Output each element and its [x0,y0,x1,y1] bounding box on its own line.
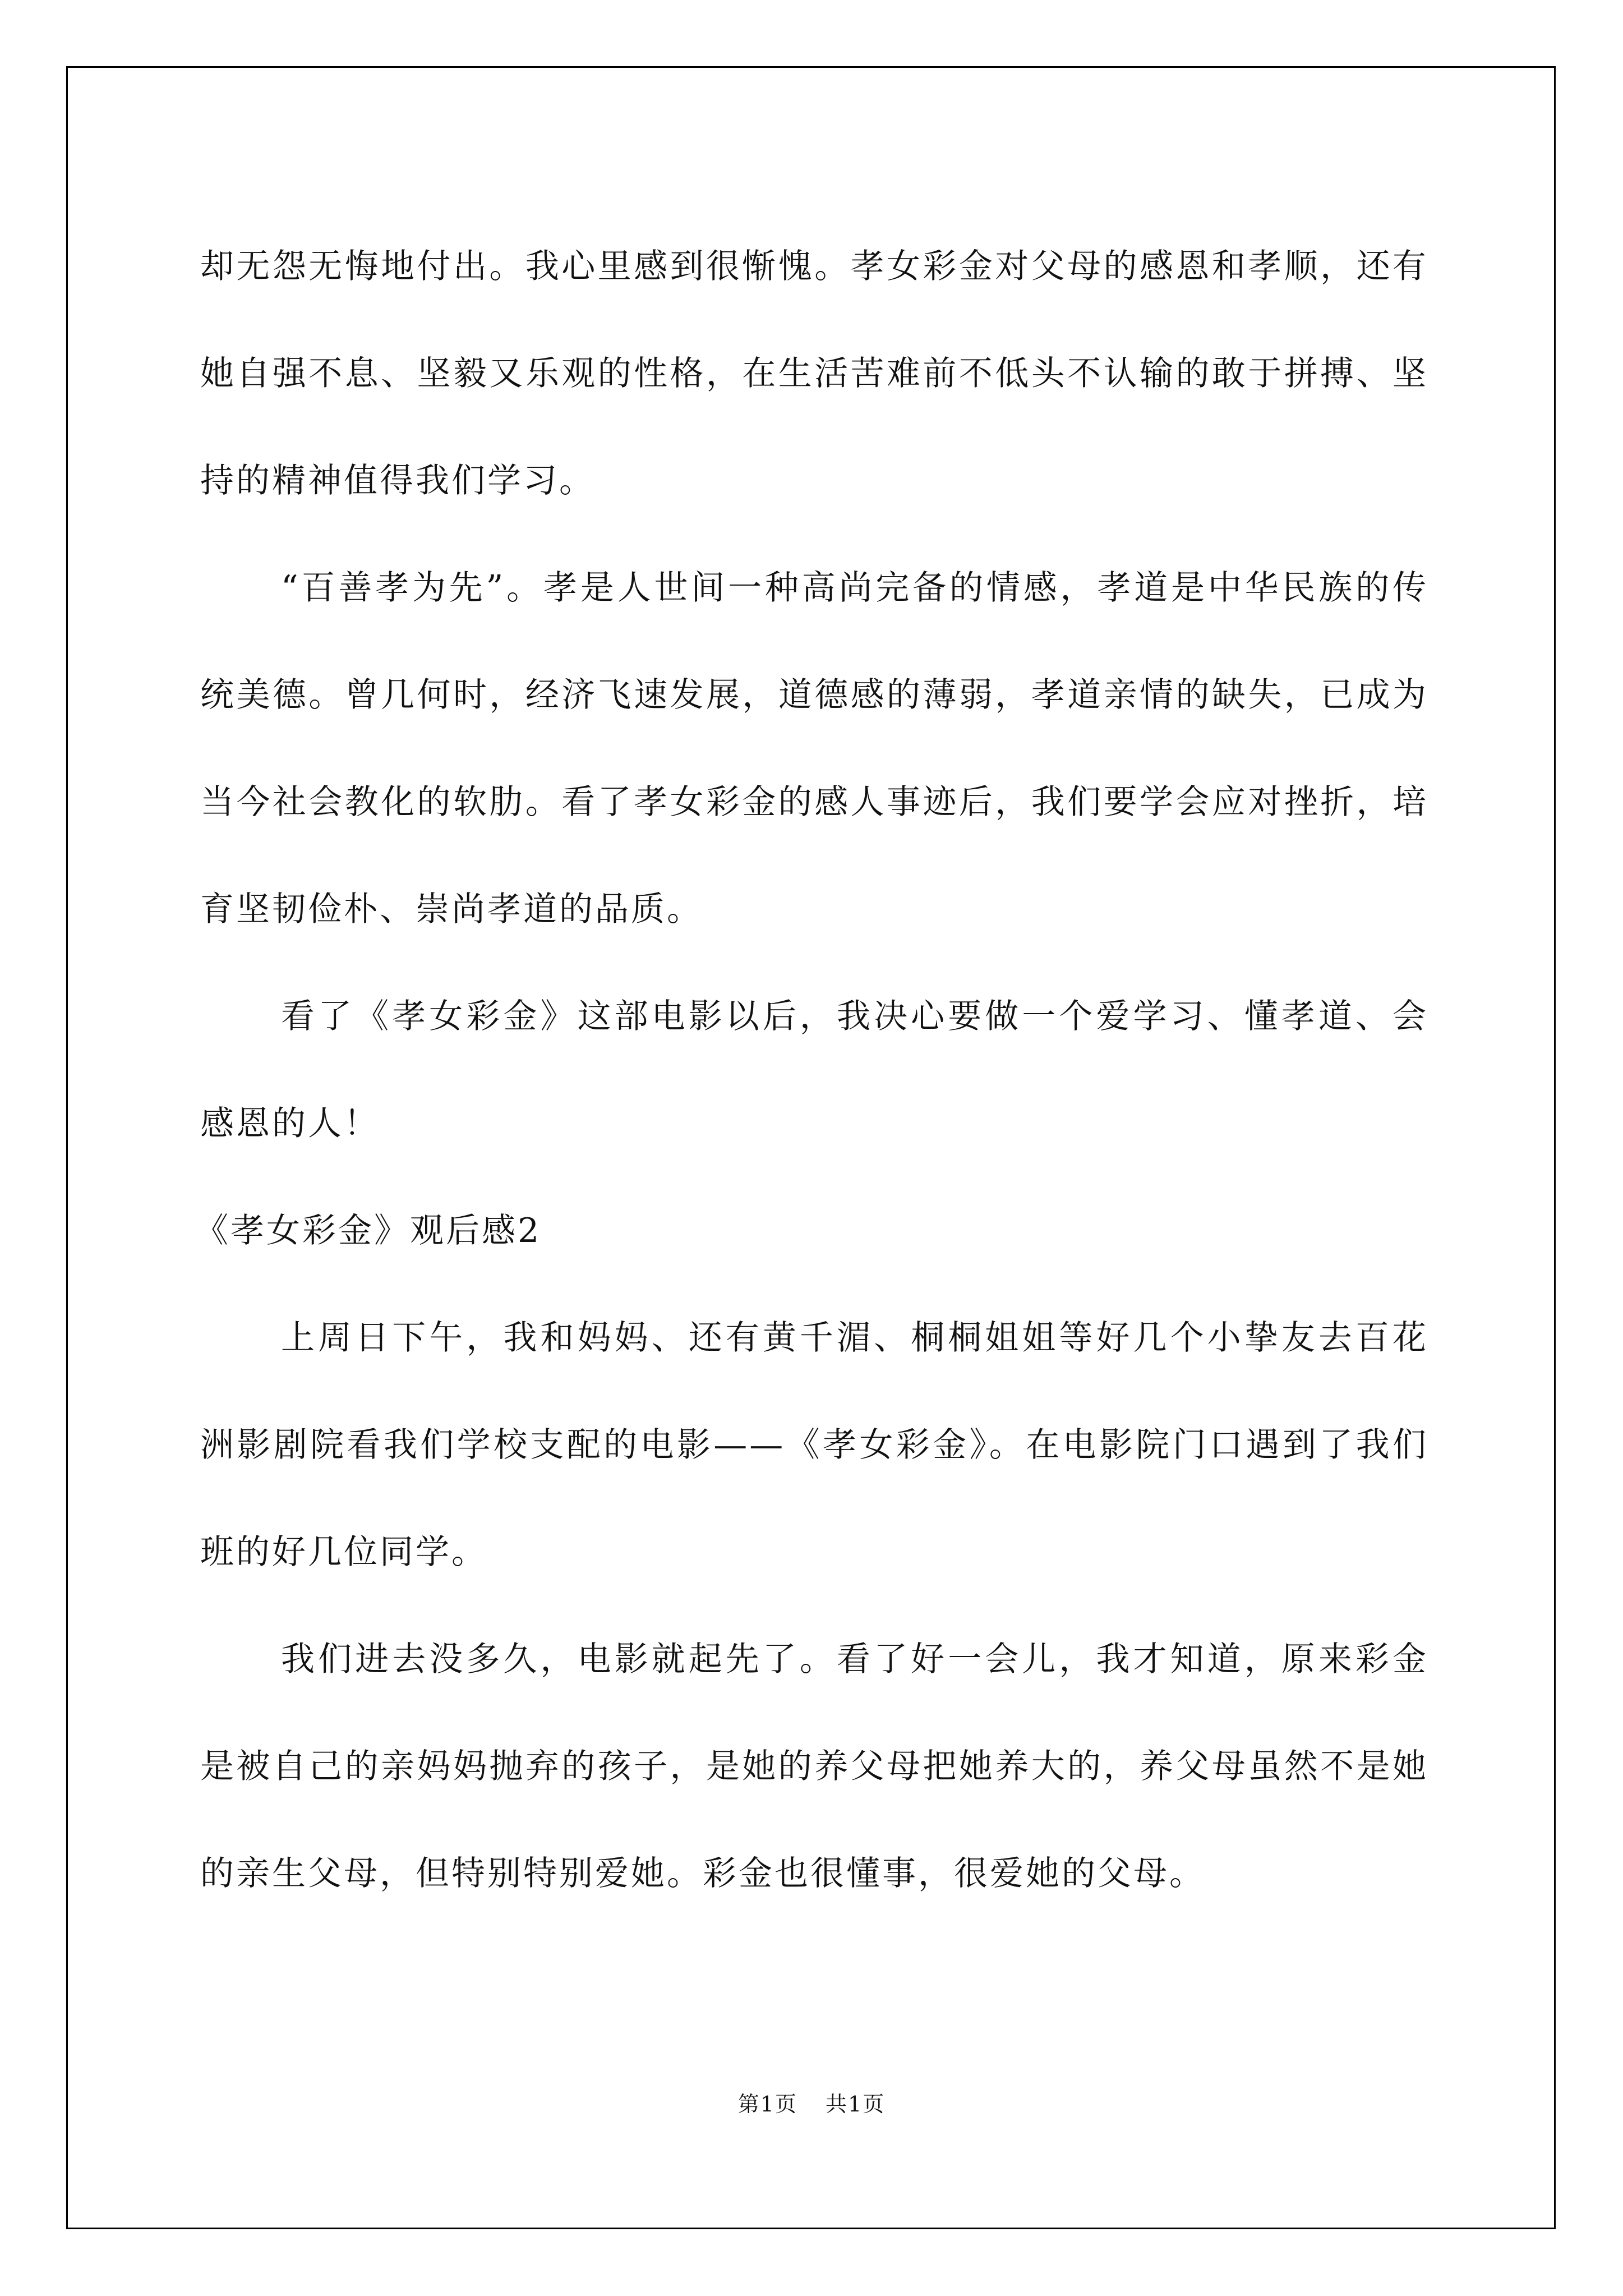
paragraph-1: 却无怨无悔地付出。我心里感到很惭愧。孝女彩金对父母的感恩和孝顺，还有她自强不息、坚毅又乐观的性格，在生活苦难前不低头不认输的敢于拼搏、坚持的精神值得我们学习。 [200,247,1428,500]
page-footer [0,2087,1623,2118]
page-total: 共1页 [826,2092,886,2116]
paragraph-4: 上周日下午，我和妈妈、还有黄千湄、桐桐姐姐等好几个小挚友去百花洲影剧院看我们学校支配的电影——《孝女彩金》。在电影院门口遇到了我们班的好几位同学。 [200,1318,1428,1572]
paragraph-5: 我们进去没多久，电影就起先了。看了好一会儿，我才知道，原来彩金是被自己的亲妈妈抛弃的孩子，是她的养父母把她养大的，养父母虽然不是她的亲生父母，但特别特别爱她。彩金也很懂事，很爱她的父母。 [200,1640,1428,1893]
document-body [195,213,1428,1927]
paragraph-2: “百善孝为先”。孝是人世间一种高尚完备的情感，孝道是中华民族的传统美德。曾几何时，经济飞速发展，道德感的薄弱，孝道亲情的缺失，已成为当今社会教化的软肋。看了孝女彩金的感人事迹后，我们要学会应对挫折，培育坚韧俭朴、崇尚孝道的品质。 [200,568,1428,929]
page-number: 第1页 [737,2092,797,2116]
paragraph-3: 看了《孝女彩金》这部电影以后，我决心要做一个爱学习、懂孝道、会感恩的人！ [200,997,1428,1143]
section-heading: 《孝女彩金》观后感2 [195,1211,542,1250]
